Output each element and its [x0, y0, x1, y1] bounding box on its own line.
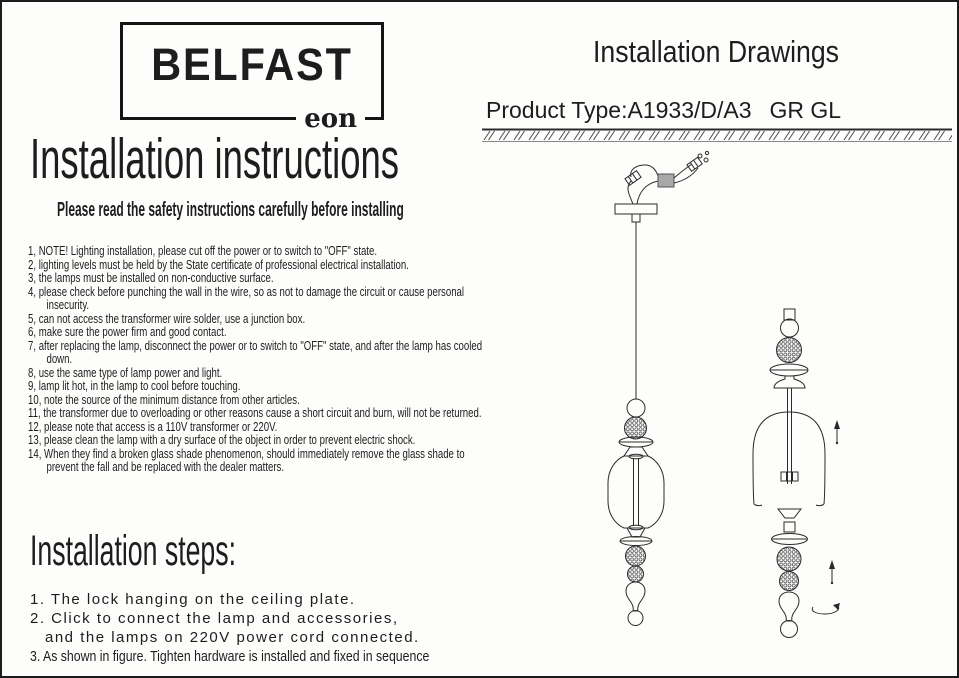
safety-item: 11, the transformer due to overloading or other reasons cause a short circuit and burn, will not be returned. — [28, 406, 482, 420]
assembled-lamp-drawing — [567, 150, 712, 632]
glass-disc — [770, 364, 808, 376]
glass-ball — [781, 319, 799, 337]
safety-item: 10, note the source of the minimum distance from other articles. — [28, 392, 300, 407]
product-type-suffix: GR GL — [769, 97, 842, 123]
step-line: 1. The lock hanging on the ceiling plate. — [30, 591, 356, 608]
safety-item: 2, lighting levels must be held by the State certificate of professional electrical installation. — [28, 257, 409, 272]
step-line: 3. As shown in figure. Tighten hardware is installed and fixed in sequence — [30, 648, 430, 665]
glass-disc — [620, 537, 652, 546]
safety-item: 8, use the same type of lamp power and light. — [28, 365, 223, 380]
brand-logo — [120, 22, 384, 134]
junction-box-icon — [658, 174, 674, 187]
finial-gourd — [779, 592, 799, 621]
page-title: Installation instructions — [30, 127, 400, 191]
glass-shade-open — [753, 412, 825, 506]
crystal-bead — [777, 338, 802, 363]
ceiling-plate — [615, 204, 657, 214]
product-type-line — [486, 97, 841, 124]
crystal-bead — [780, 572, 799, 591]
safety-item: 9, lamp lit hot, in the lamp to cool before touching. — [28, 379, 241, 393]
product-type-value: A1933/D/A3 — [627, 97, 752, 123]
safety-subtitle: Please read the safety instructions carefully before installing — [57, 199, 404, 221]
drawings-title: Installation Drawings — [593, 34, 839, 69]
threaded-rod — [788, 388, 792, 484]
cord-grip — [632, 214, 640, 222]
bottom-cap-cone — [778, 509, 801, 518]
brand-subname: eon — [296, 104, 365, 134]
wire-connector-icon — [625, 171, 641, 186]
wire-connector-icon — [687, 157, 702, 171]
finial-ball — [628, 611, 643, 626]
glass-disc — [772, 534, 808, 545]
safety-item: 12, please note that access is a 110V transformer or 220V. — [28, 419, 278, 434]
crystal-bead — [626, 546, 646, 566]
installation-steps-list — [30, 590, 517, 666]
rotate-arrow-icon — [812, 603, 840, 614]
up-arrow-icon — [829, 560, 835, 584]
brand-name: BELFAST — [151, 39, 353, 90]
step-line-continuation: and the lamps on 220V power cord connected. — [45, 629, 420, 646]
crystal-bead — [777, 547, 801, 571]
safety-item: 5, can not access the transformer wire solder, use a junction box. — [28, 311, 306, 326]
product-type-label: Product Type: — [486, 97, 628, 123]
bottom-stem — [784, 522, 795, 532]
safety-item: 1, NOTE! Lighting installation, please cut off the power or to switch to "OFF" state. — [28, 244, 378, 258]
ceiling-hatch-line — [482, 128, 952, 143]
steps-title: Installation steps: — [30, 527, 236, 575]
crystal-bead — [625, 417, 647, 439]
safety-item: 7, after replacing the lamp, disconnect the power or to switch to "OFF" state, and after the lamp has cooled down. — [28, 338, 483, 366]
up-arrow-icon — [834, 420, 840, 444]
glass-shade — [608, 454, 664, 530]
safety-item: 4, please check before punching the wall in the wire, so as not to damage the circuit or cause personal insecurity. — [28, 284, 465, 312]
safety-item: 6, make sure the power firm and good contact. — [28, 325, 227, 339]
finial-gourd — [626, 582, 645, 611]
crystal-bead — [628, 566, 644, 582]
glass-ball — [627, 399, 645, 417]
step-line: 2. Click to connect the lamp and accessories, — [30, 610, 399, 627]
safety-item: 14, When they find a broken glass shade phenomenon, should immediately remove the glass shade to prevent the fall and be replaced with the dealer matters. — [28, 446, 465, 474]
safety-item: 3, the lamps must be installed on non-conductive surface. — [28, 271, 274, 285]
safety-instructions-list — [28, 245, 490, 475]
finial-ball — [781, 621, 798, 638]
safety-item: 13, please clean the lamp with a dry surface of the object in order to prevent electric shock. — [28, 433, 416, 447]
top-stem — [784, 309, 795, 320]
rod-nut — [781, 472, 798, 481]
canopy-wiring — [625, 151, 709, 204]
exploded-lamp-drawing — [737, 302, 862, 642]
shade-holder-bell — [774, 376, 805, 388]
